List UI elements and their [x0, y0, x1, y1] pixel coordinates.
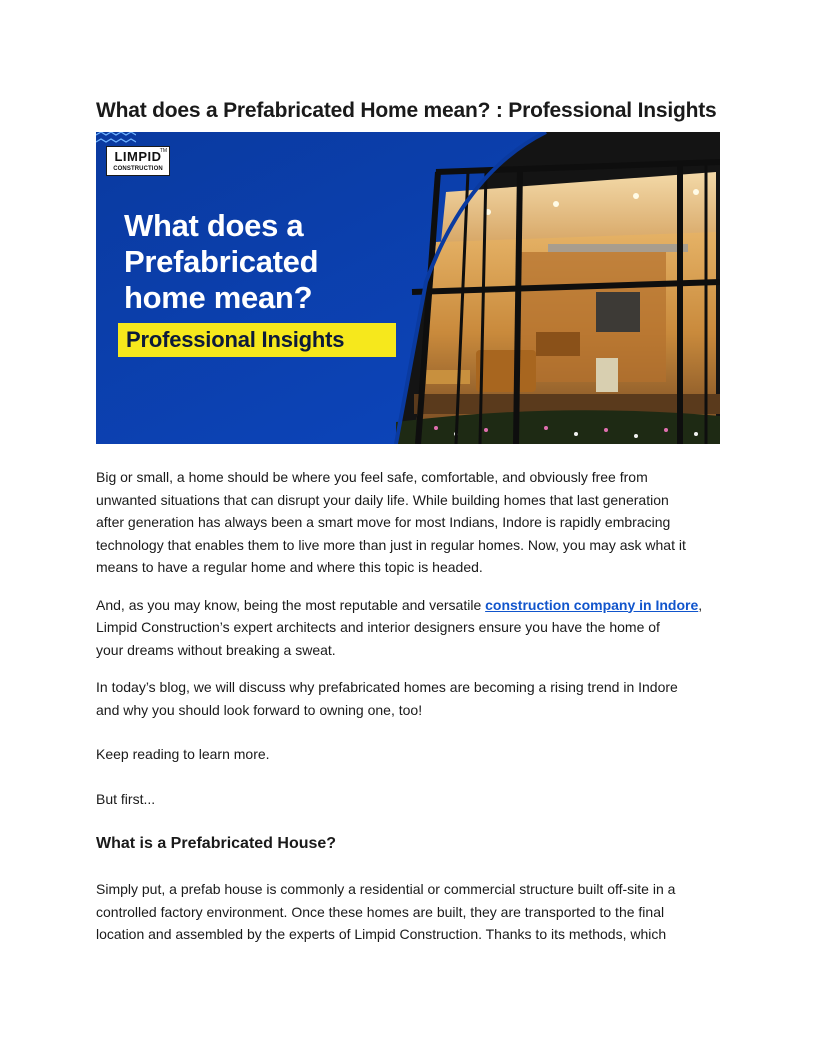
- text-line: technology that enables them to live more than just in regular homes. Now, you may ask what it: [96, 536, 686, 553]
- section-heading: What is a Prefabricated House?: [96, 835, 337, 852]
- construction-company-link[interactable]: construction company in Indore: [485, 596, 699, 613]
- text-line: your dreams without breaking a sweat.: [96, 641, 336, 658]
- limpid-logo: [106, 146, 170, 176]
- definition-paragraph: [96, 878, 722, 946]
- text-segment: And, as you may know, being the most reputable and versatile: [96, 596, 486, 613]
- wave-decoration-icon: [96, 132, 136, 146]
- page-title: What does a Prefabricated Home mean? : Professional Insights: [96, 99, 717, 122]
- hero-banner-image: [96, 132, 720, 444]
- company-paragraph: [96, 594, 722, 662]
- text-line: Big or small, a home should be where you feel safe, comfortable, and obviously free from: [96, 469, 648, 485]
- keep-reading-paragraph: Keep reading to learn more.: [96, 746, 270, 762]
- text-line: after generation has always been a smart move for most Indians, Indore is rapidly embracing: [96, 514, 671, 530]
- intro-paragraph: [96, 466, 722, 579]
- blog-intro-paragraph: [96, 676, 722, 721]
- logo-trademark: TM: [159, 148, 167, 154]
- hero-title-line: home mean?: [124, 280, 313, 315]
- text-line: In today’s blog, we will discuss why prefabricated homes are becoming a rising trend in Indore: [96, 679, 678, 695]
- logo-wordmark: LIMPID: [114, 149, 162, 164]
- text-line: Simply put, a prefab house is commonly a residential or commercial structure built off-site in a: [96, 881, 676, 897]
- text-line: unwanted situations that can disrupt your daily life. While building homes that last generation: [96, 491, 669, 508]
- text-line: [96, 594, 722, 617]
- hero-title: [124, 208, 424, 316]
- text-line: Limpid Construction’s expert architects and interior designers ensure you have the home of: [96, 619, 660, 635]
- hero-title-line: What does a: [124, 208, 304, 243]
- hero-title-line: Prefabricated: [124, 244, 319, 279]
- hero-badge: Professional Insights: [118, 323, 396, 357]
- text-line: controlled factory environment. Once these homes are built, they are transported to the final: [96, 903, 665, 920]
- logo-subtitle: CONSTRUCTION: [113, 166, 163, 172]
- text-line: location and assembled by the experts of Limpid Construction. Thanks to its methods, which: [96, 926, 667, 942]
- document-page: [96, 96, 722, 946]
- text-segment: ,: [698, 596, 703, 613]
- but-first-paragraph: But first...: [96, 790, 156, 807]
- text-line: means to have a regular home and where this topic is headed.: [96, 559, 483, 575]
- text-line: and why you should look forward to owning one, too!: [96, 701, 423, 718]
